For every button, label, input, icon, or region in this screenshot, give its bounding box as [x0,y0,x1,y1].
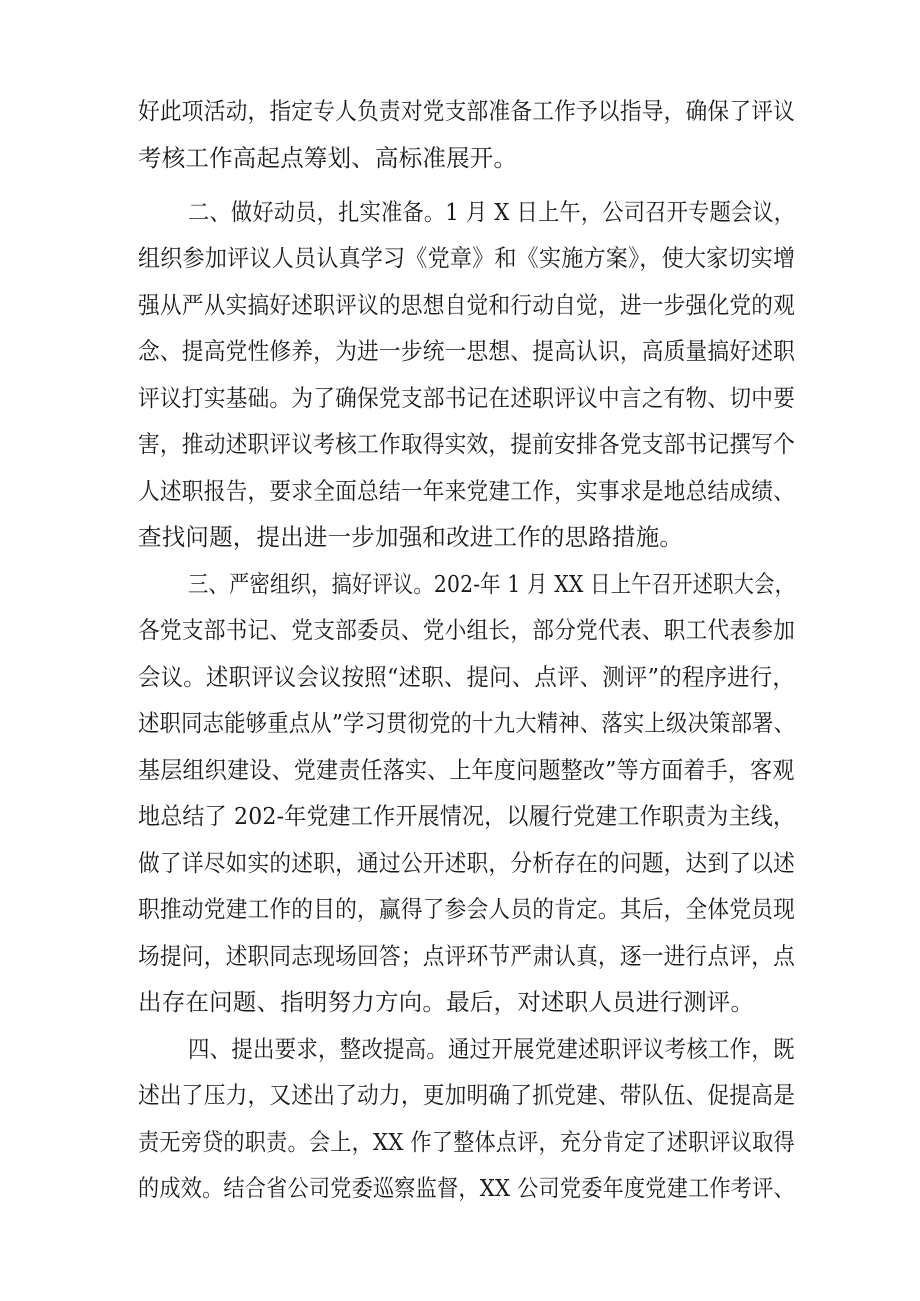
text-line: 基层组织建设、党建责任落实、上年度问题整改”等方面着手，客观 [138,756,795,784]
text-line: 会议。述职评议会议按照“述职、提问、点评、测评”的程序进行， [138,663,796,691]
text-line: 好此项活动，指定专人负责对党支部准备工作予以指导，确保了评议 [138,97,796,125]
text-line: 的成效。结合省公司党委巡察监督，XX 公司党委年度党建工作考评、 [138,1174,795,1202]
text-line: 评议打实基础。为了确保党支部书记在述职评议中言之有物、切中要 [138,384,796,412]
paragraph-heading-line: 三、严密组织，搞好评议。202-年 1 月 XX 日上午召开述职大会， [188,570,796,598]
text-line: 述出了压力，又述出了动力，更加明确了抓党建、带队伍、促提高是 [138,1081,796,1109]
text-line: 责无旁贷的职责。会上，XX 作了整体点评，充分肯定了述职评议取得 [138,1128,795,1156]
text-line: 查找问题，提出进一步加强和改进工作的思路措施。 [138,523,684,551]
text-line: 地总结了 202-年党建工作开展情况，以履行党建工作职责为主线， [138,802,796,830]
paragraph-heading-line: 二、做好动员，扎实准备。1 月 X 日上午，公司召开专题会议， [188,198,796,226]
text-line: 念、提高党性修养，为进一步统一思想、提高认识，高质量搞好述职 [138,337,796,365]
text-line: 做了详尽如实的述职，通过公开述职，分析存在的问题，达到了以述 [138,849,796,877]
text-line: 述职同志能够重点从”学习贯彻党的十九大精神、落实上级决策部署、 [138,709,796,737]
text-line: 各党支部书记、党支部委员、党小组长，部分党代表、职工代表参加 [138,616,796,644]
text-line: 职推动党建工作的目的，赢得了参会人员的肯定。其后，全体党员现 [138,895,796,923]
text-line: 考核工作高起点筹划、高标准展开。 [138,144,518,172]
text-line: 出存在问题、指明努力方向。最后，对述职人员进行测评。 [138,988,755,1016]
text-line: 人述职报告，要求全面总结一年来党建工作，实事求是地总结成绩、 [138,477,796,505]
paragraph-heading-line: 四、提出要求，整改提高。通过开展党建述职评议考核工作，既 [188,1035,795,1063]
text-line: 强从严从实搞好述职评议的思想自觉和行动自觉，进一步强化党的观 [138,291,796,319]
text-line: 害，推动述职评议考核工作取得实效，提前安排各党支部书记撰写个 [138,430,796,458]
text-line: 场提问，述职同志现场回答；点评环节严肃认真，逐一进行点评，点 [138,942,796,970]
text-line: 组织参加评议人员认真学习《党章》和《实施方案》，使大家切实增 [138,244,796,272]
